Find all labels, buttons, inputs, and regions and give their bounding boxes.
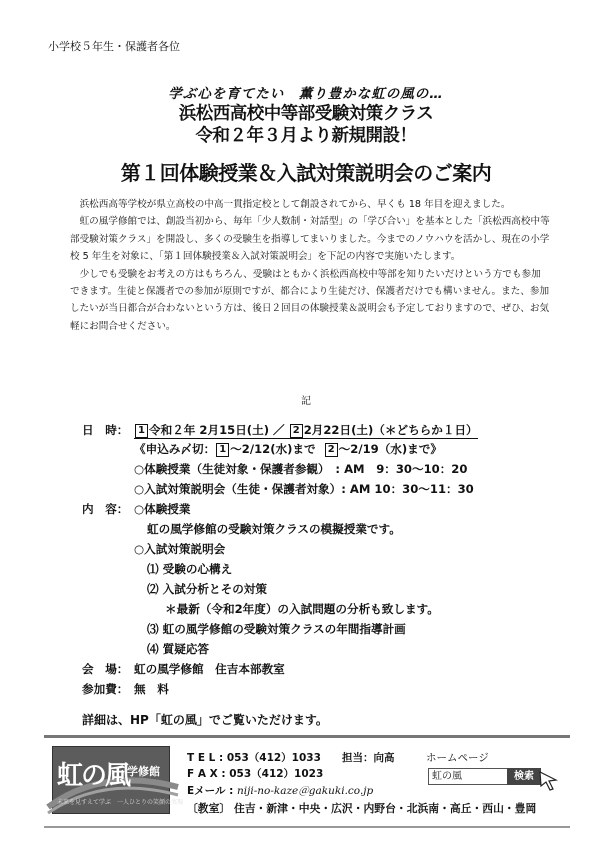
content-sub-3: ⑶ 虹の風学修館の受験対策クラスの年間指導計画	[147, 622, 406, 636]
date-1: 令和２年 2月15日(土)	[149, 423, 269, 437]
content-item-1-desc: 虹の風学修館の受験対策クラスの模擬授業です。	[147, 522, 401, 536]
trial-time: ○体験授業（生徒対象・保護者参観） : AM 9：30～10：20	[134, 462, 468, 476]
content-sub-2-note: ＊最新（令和2年度）の入試問題の分析も致します。	[165, 602, 439, 616]
details-note: 詳細は、HP「虹の風」でご覧いただけます。	[82, 713, 328, 727]
recipient-line: 小学校５年生・保護者各位	[48, 40, 180, 53]
intro-text	[70, 196, 550, 335]
footer-bottom-divider	[44, 826, 570, 828]
date-separator: ／	[273, 423, 285, 437]
content-label: 内 容：	[82, 502, 129, 516]
content-sub-4: ⑷ 質疑応答	[147, 642, 210, 656]
intro-paragraph: 虹の風学修館では、創設当初から、毎年「少人数制・対話型」の「学び合い」を基本とした「浜松西高校中等部受験対策クラス」を開設し、多くの受験生を指導してまいりました。今までのノウハウを活かし、現在の小学校 5 年生を対象に、「第１回体験授業＆入試対策説明会」を下記の内容で実施いたします。	[70, 216, 550, 263]
intro-paragraph: 少しでも受験をお考えの方はもちろん、受験はともかく浜松西高校中等部を知りたいだけという方でも参加できます。生徒と保護者での参加が原則ですが、都合により生徒だけ、保護者だけでも構いません。また、参加したいが当日都合が合わないという方は、後日２回目の体験授業＆説明会も予定しておりますので、ぜひ、お気軽にお問合せください。	[70, 268, 550, 332]
deadline-box-1: 1	[216, 443, 229, 457]
email-line	[187, 783, 373, 798]
tagline: 学ぶ心を育てたい 薫り豊かな虹の風の…	[168, 86, 444, 102]
content-item-2: ○入試対策説明会	[134, 542, 226, 556]
company-logo	[52, 746, 184, 814]
content-item-1: ○体験授業	[134, 502, 191, 516]
fee-label: 参加費：	[82, 682, 129, 696]
title-line-3: 第１回体験授業＆入試対策説明会のご案内	[120, 161, 492, 185]
deadline-1: ～2/12(水)まで	[230, 442, 316, 456]
deadline-box-2: 2	[325, 443, 338, 457]
email-address[interactable]: niji-no-kaze＠gakuki.co.jp	[236, 785, 374, 797]
fax-number: F A X : 053（412）1023	[187, 768, 324, 780]
ki-marker: 記	[301, 396, 311, 407]
tel-number: T E L : 053（412）1033	[187, 752, 321, 764]
footer-divider	[44, 735, 570, 738]
date-box-1: 1	[135, 424, 148, 438]
date-2: 2月22日(土)	[303, 423, 374, 437]
venue-value: 虹の風学修館 住吉本部教室	[134, 662, 285, 676]
deadline-2: ～2/19（水)まで》	[338, 442, 442, 456]
search-input[interactable]: 虹の風	[428, 768, 508, 785]
deadline-open: 《申込み〆切：	[134, 442, 216, 456]
cursor-arrow-icon	[538, 770, 560, 792]
fee-value: 無 料	[134, 682, 169, 696]
email-label: Eメール :	[187, 785, 234, 797]
title-line-1: 浜松西高校中等部受験対策クラス	[178, 104, 434, 124]
date-choice: （＊どちらか１日）	[373, 423, 478, 437]
schedule-dates-underlined	[134, 423, 478, 439]
content-sub-2: ⑵ 入試分析とその対策	[147, 582, 267, 596]
intro-paragraph: 浜松西高等学校が県立高校の中高一貫指定校として創設されてから、早くも 18 年目を迎えました。	[79, 199, 511, 210]
logo-tagline: 未来を見すえて学ぶ 一人ひとりの笑顔の実現	[57, 799, 184, 806]
date-box-2: 2	[290, 424, 303, 438]
venue-label: 会 場：	[82, 662, 129, 676]
schedule-dates	[134, 422, 478, 438]
briefing-time: ○入試対策説明会（生徒・保護者対象）: AM 10：30～11：30	[134, 482, 474, 496]
logo-main-text: 虹の風	[57, 761, 130, 791]
classroom-list: 〔教室〕 住吉・新津・中央・広沢・内野台・北浜南・高丘・西山・豊岡	[187, 802, 537, 815]
search-button[interactable]: 検索	[507, 768, 541, 785]
schedule-label: 日 時：	[82, 423, 129, 437]
contact-person: 担当：向高	[342, 752, 395, 764]
title-line-2: 令和２年３月より新規開設！	[195, 126, 417, 146]
deadline-line	[134, 441, 442, 457]
homepage-label: ホームページ	[426, 752, 489, 764]
logo-sub-text: 学修館	[127, 765, 160, 778]
content-sub-1: ⑴ 受験の心構え	[147, 562, 233, 576]
